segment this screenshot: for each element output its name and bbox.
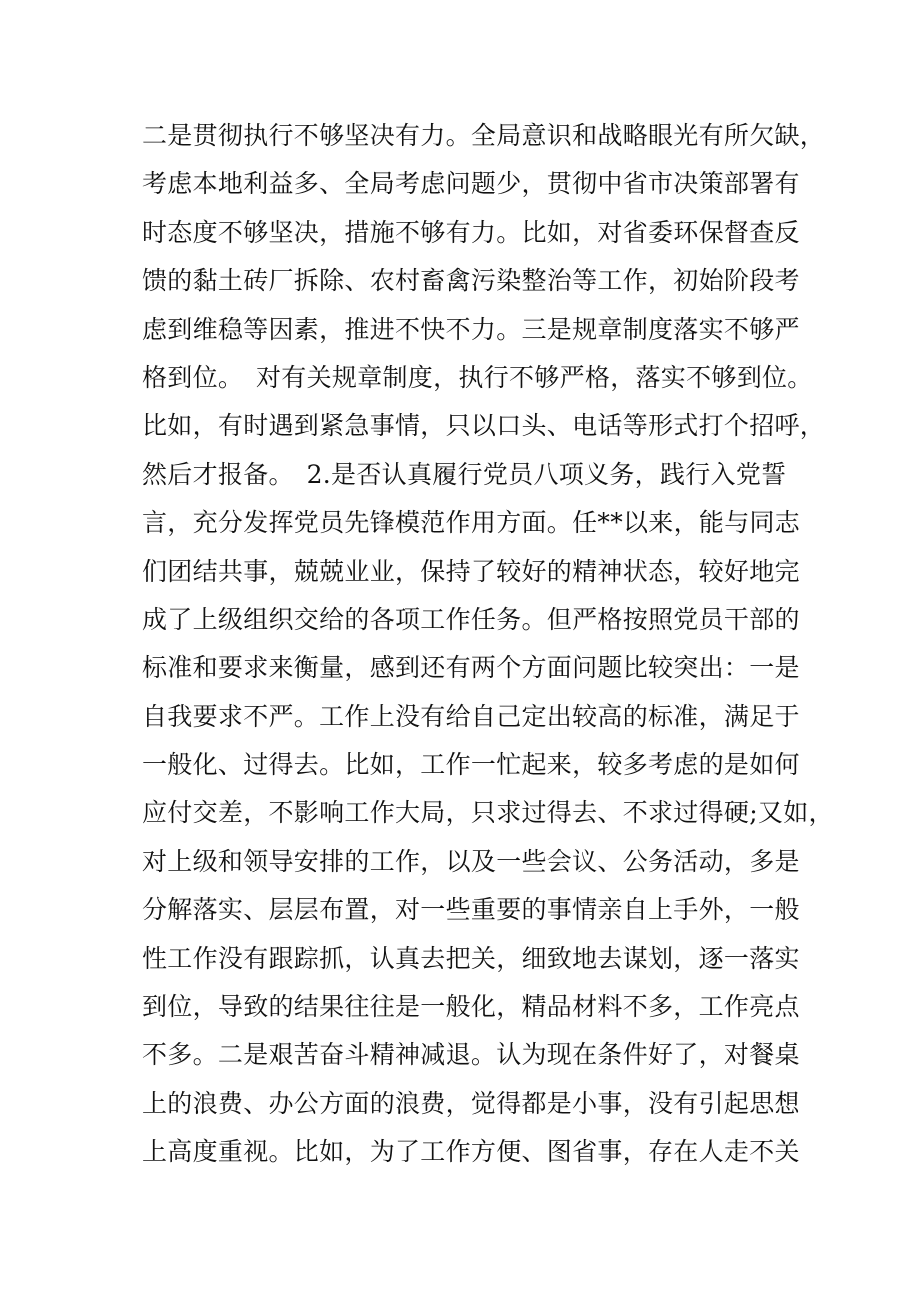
text-line: 们团结共事，兢兢业业，保持了较好的精神状态，较好地完 [142, 556, 800, 586]
text-line: 馈的黏土砖厂拆除、农村畜禽污染整治等工作，初始阶段考 [142, 266, 800, 296]
text-line: 标准和要求来衡量，感到还有两个方面问题比较突出：一是 [142, 653, 800, 683]
text-line: 上高度重视。比如，为了工作方便、图省事，存在人走不关 [142, 1137, 800, 1167]
text-line: 一般化、过得去。比如，工作一忙起来，较多考虑的是如何 [142, 750, 800, 780]
text-line: 比如，有时遇到紧急事情，只以口头、电话等形式打个招呼， [142, 411, 826, 441]
text-line: 二是贯彻执行不够坚决有力。全局意识和战略眼光有所欠缺， [142, 121, 826, 150]
text-line: 言，充分发挥党员先锋模范作用方面。任**以来，能与同志 [142, 508, 801, 538]
text-line: 应付交差，不影响工作大局，只求过得去、不求过得硬;又如， [142, 798, 834, 828]
text-line: 对上级和领导安排的工作，以及一些会议、公务活动，多是 [142, 846, 800, 876]
text-line: 上的浪费、办公方面的浪费，觉得都是小事，没有引起思想 [142, 1088, 800, 1118]
text-line: 到位，导致的结果往往是一般化，精品材料不多，工作亮点 [142, 992, 800, 1022]
text-line: 性工作没有跟踪抓，认真去把关，细致地去谋划，逐一落实 [142, 943, 800, 973]
text-line: 虑到维稳等因素，推进不快不力。三是规章制度落实不够严 [142, 314, 800, 344]
text-line: 不多。二是艰苦奋斗精神减退。认为现在条件好了，对餐桌 [142, 1040, 800, 1070]
text-line: 时态度不够坚决，措施不够有力。比如，对省委环保督查反 [142, 217, 800, 247]
text-line: 自我要求不严。工作上没有给自己定出较高的标准，满足于 [142, 701, 800, 731]
text-line: 格到位。 对有关规章制度，执行不够严格，落实不够到位。 [142, 362, 813, 392]
text-line: 然后才报备。 2.是否认真履行党员八项义务，践行入党誓 [142, 459, 787, 489]
text-line: 考虑本地利益多、全局考虑问题少，贯彻中省市决策部署有 [142, 169, 800, 199]
text-line: 成了上级组织交给的各项工作任务。但严格按照党员干部的 [142, 604, 800, 634]
body-text [142, 112, 834, 1177]
text-line: 分解落实、层层布置，对一些重要的事情亲自上手外，一般 [142, 895, 800, 925]
